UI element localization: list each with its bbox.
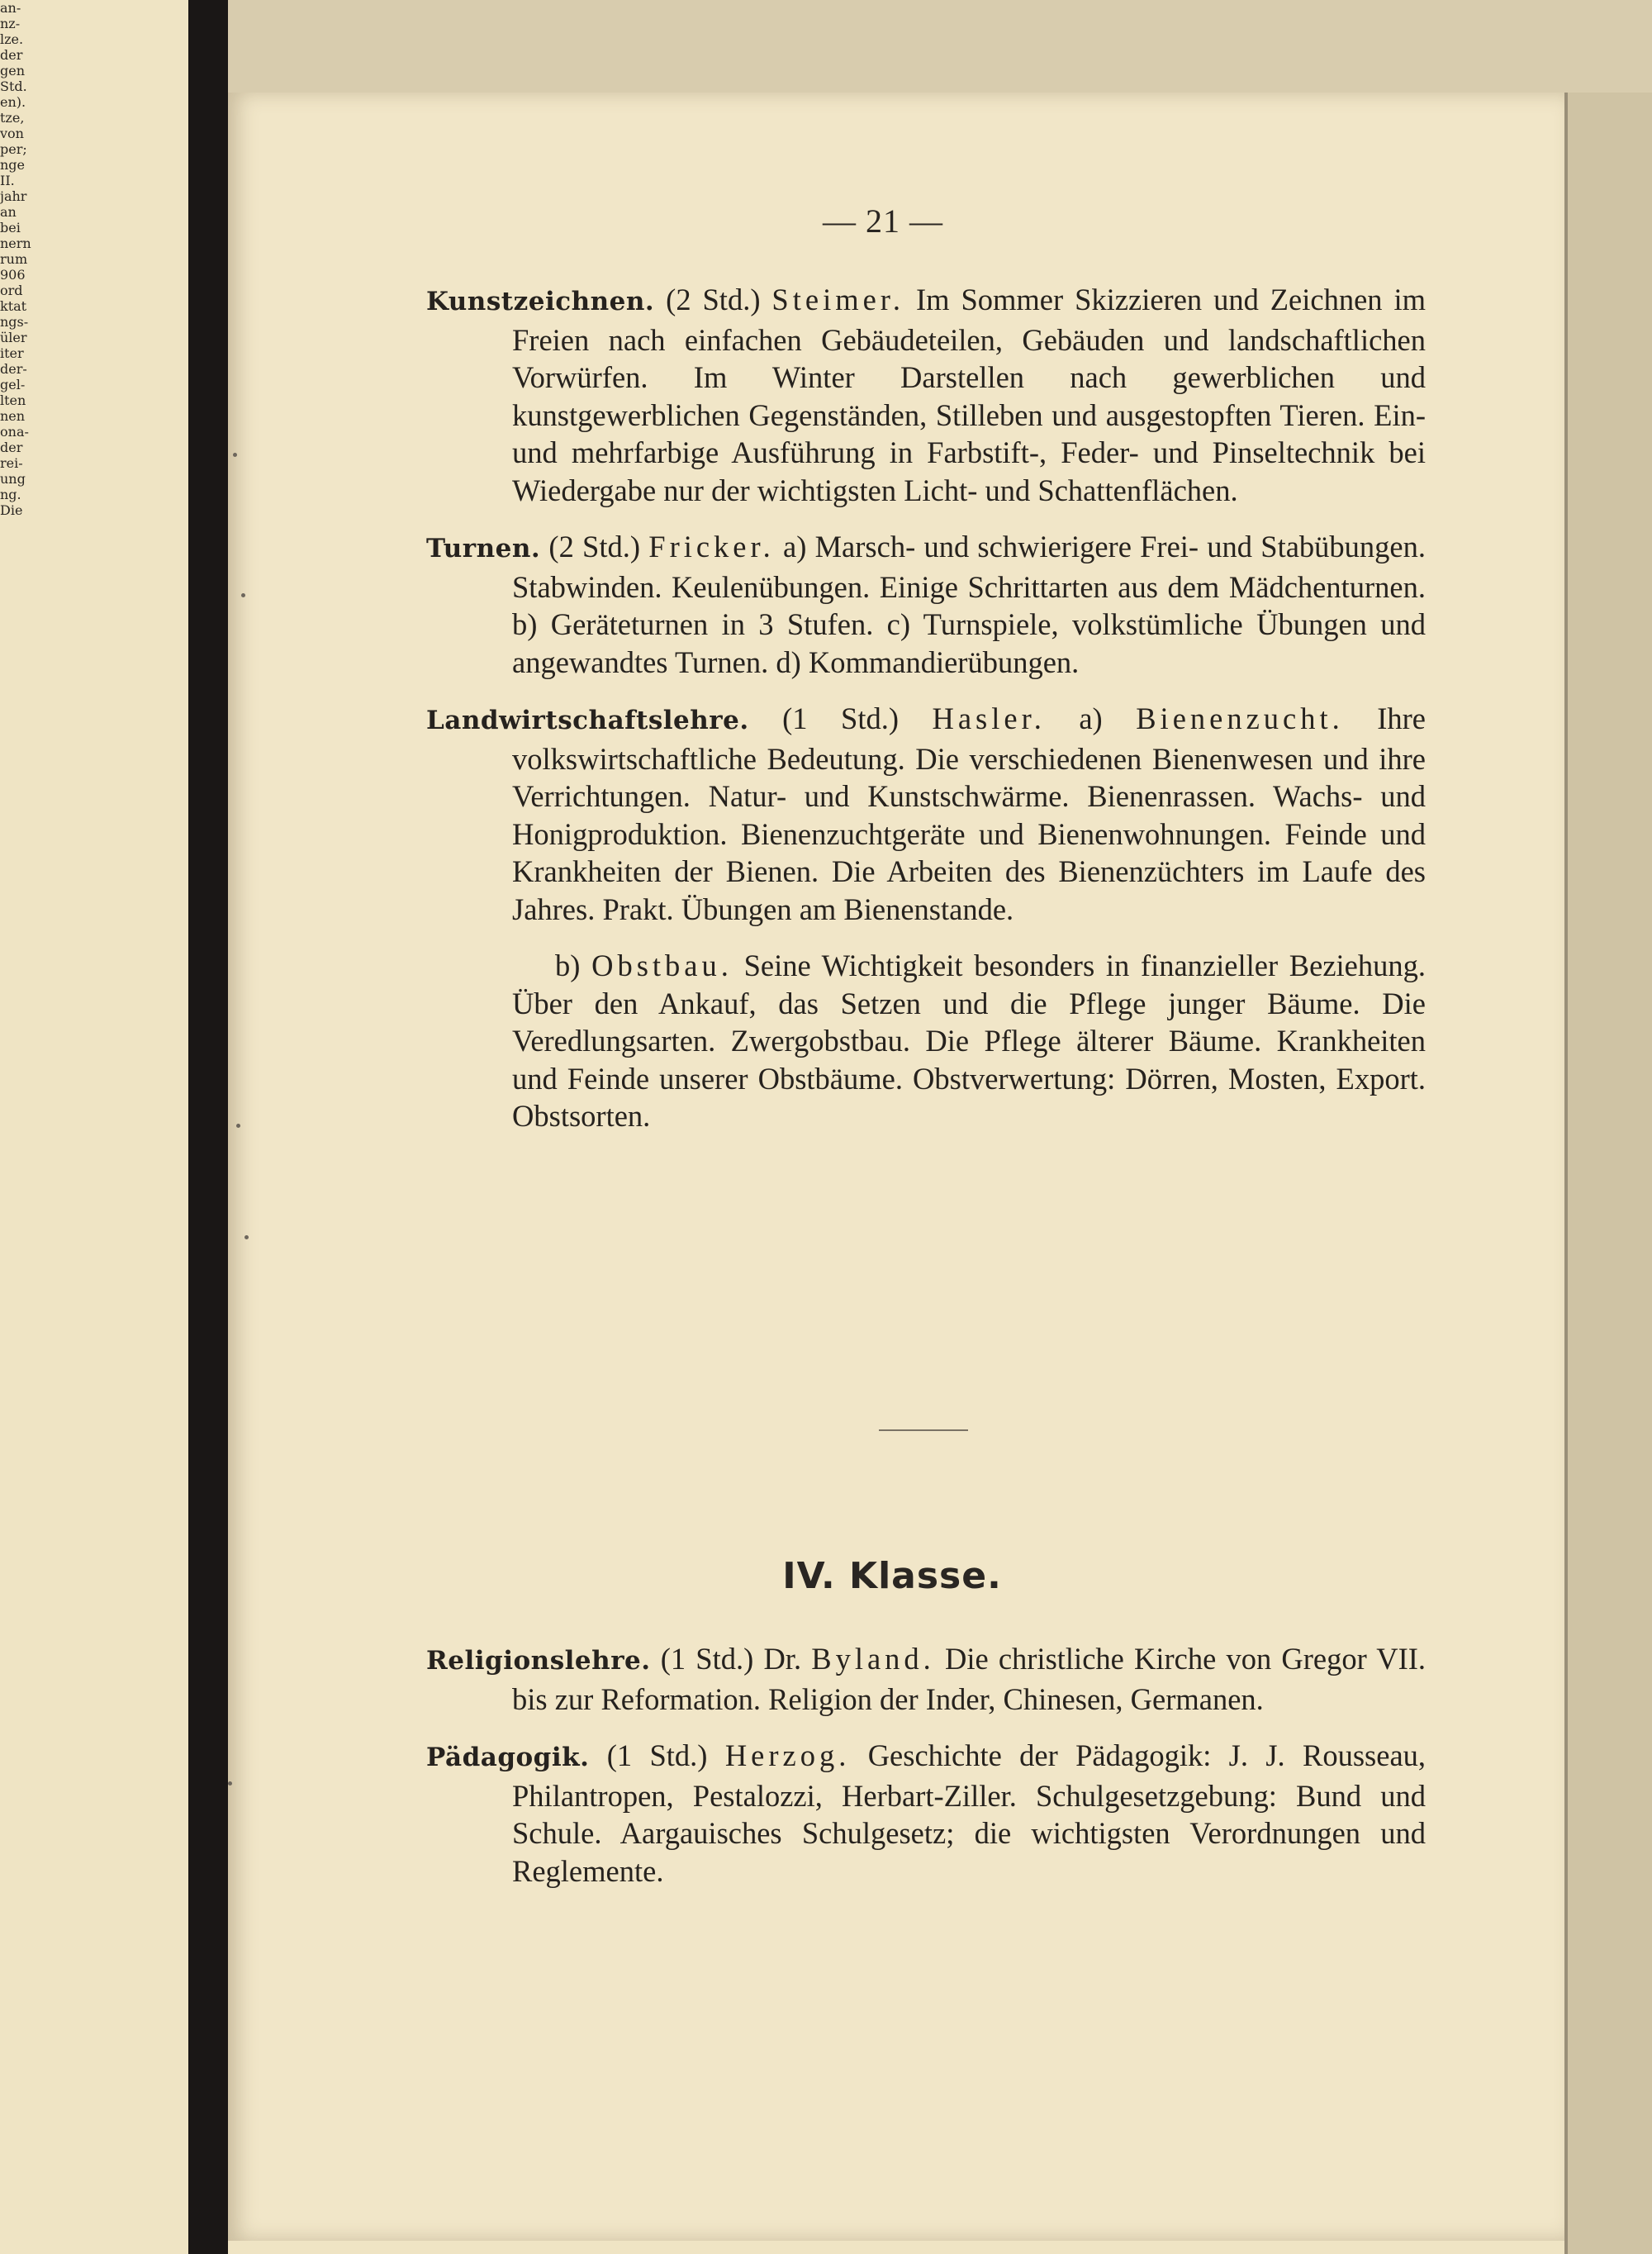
teacher-title: Dr.	[763, 1642, 802, 1676]
subject-heading: Landwirtschaftslehre.	[426, 706, 749, 735]
subject-text: Die christliche Kirche von Gregor VII. bis zur Reformation. Religion der Inder, Chinesen, Germanen.	[512, 1642, 1427, 1716]
page-top-margin	[228, 0, 1652, 93]
left-fragment: ng.	[0, 487, 21, 502]
subject-heading: Pädagogik.	[426, 1743, 590, 1772]
left-fragment: per;	[0, 141, 27, 157]
left-fragment: lze.	[0, 31, 24, 47]
left-fragment: tze,	[0, 110, 25, 126]
sub-label: b)	[555, 949, 581, 982]
paper-speck	[244, 1235, 249, 1239]
left-fragment: der	[0, 440, 23, 455]
hours: (1 Std.)	[782, 701, 900, 735]
subject-entry	[426, 1640, 1426, 1718]
left-fragment: rum	[0, 251, 28, 267]
subject-list	[426, 281, 1426, 1154]
left-fragment: üler	[0, 330, 27, 345]
subject-text: Ihre volkswirtschaftliche Bedeutung. Die verschiedenen Bienenwesen und ihre Verrichtungen. Natur- und Kunstschwärme. Bienenrassen. Wachs- und Honigproduktion. Bienenzuchtgeräte und Bienenwohnungen. Feinde und Krankheiten der Bienen. Die Arbeiten des Bienenzüchters im Laufe des Jahres. Prakt. Übungen am Bienenstande.	[512, 701, 1427, 926]
subject-text: Seine Wichtigkeit besonders in finanzieller Beziehung. Über den Ankauf, das Setzen und die Pflege junger Bäume. Die Veredlungsarten. Zwergobstbau. Die Pflege älterer Bäume. Krankheiten und Feinde unserer Obstbäume. Obstverwertung: Dörren, Mosten, Export. Obstsorten.	[512, 949, 1426, 1133]
left-fragment: bei	[0, 220, 21, 235]
left-fragment: an-	[0, 0, 21, 16]
class-heading: IV. Klasse.	[782, 1555, 1002, 1597]
left-fragment: ngs-	[0, 314, 29, 330]
hours: (1 Std.)	[606, 1738, 708, 1772]
left-fragment: nen	[0, 408, 26, 424]
left-fragment: nz-	[0, 16, 21, 31]
left-fragment: 906	[0, 267, 26, 283]
subject-heading: Kunstzeichnen.	[426, 287, 655, 316]
paper-speck	[241, 593, 245, 597]
hours: (2 Std.)	[548, 530, 641, 564]
subject-heading: Religionslehre.	[426, 1646, 651, 1676]
left-fragment: ona-	[0, 424, 29, 440]
subject-text: Geschichte der Pädagogik: J. J. Rousseau, Philantropen, Pestalozzi, Herbart-Ziller. Schulgesetzgebung: Bund und Schule. Aargauisches Schulgesetz; die wichtigsten Verordnungen und Reglemente.	[512, 1738, 1427, 1888]
left-fragment: iter	[0, 345, 24, 361]
left-fragment: Std.	[0, 78, 27, 94]
teacher-name: Steimer.	[771, 283, 905, 316]
teacher-name: Fricker.	[648, 530, 775, 564]
sub-topic-title: Bienenzucht.	[1136, 701, 1344, 735]
page-right-edge	[1564, 93, 1652, 2254]
left-fragment: gen	[0, 63, 26, 78]
section-divider	[879, 1429, 968, 1431]
left-fragment: nge	[0, 157, 26, 173]
left-fragment: der-	[0, 361, 27, 377]
previous-page-fragment	[0, 0, 188, 2254]
teacher-name: Hasler.	[932, 701, 1046, 735]
left-fragment: en).	[0, 94, 26, 110]
left-fragment: jahr	[0, 188, 27, 204]
left-fragment: Die	[0, 502, 23, 518]
left-fragment: ktat	[0, 298, 27, 314]
subject-text: Im Sommer Skizzieren und Zeichnen im Freien nach einfachen Gebäudeteilen, Gebäuden und landschaftlichen Vorwürfen. Im Winter Darstellen nach gewerblichen und kunstgewerblichen Gegenständen, Stilleben und ausgestopften Tieren. Ein- und mehrfarbige Ausführung in Farbstift-, Feder- und Pinseltechnik bei Wiedergabe nur der wichtigsten Licht- und Schattenflächen.	[512, 283, 1427, 507]
left-fragment: II.	[0, 173, 15, 188]
teacher-name: Byland.	[811, 1642, 935, 1676]
paper-speck	[233, 453, 237, 457]
paper-speck	[236, 1124, 240, 1128]
left-fragment: nern	[0, 235, 31, 251]
left-fragment: gel-	[0, 377, 26, 392]
hours: (1 Std.)	[660, 1642, 754, 1676]
left-fragment: rei-	[0, 455, 23, 471]
subject-list-class-iv	[426, 1640, 1426, 1909]
left-fragment: an	[0, 204, 17, 220]
subject-text: a) Marsch- und schwierigere Frei- und Stabübungen. Stabwinden. Keulenübungen. Einige Schrittarten aus dem Mädchenturnen. b) Geräteturnen in 3 Stufen. c) Turnspiele, volkstümliche Übungen und angewandtes Turnen. d) Kommandierübungen.	[512, 530, 1427, 679]
subject-entry	[426, 700, 1426, 1135]
left-fragment: ord	[0, 283, 23, 298]
left-fragment: ung	[0, 471, 26, 487]
subject-entry	[426, 528, 1426, 681]
subject-entry	[426, 1737, 1426, 1890]
left-fragment: von	[0, 126, 24, 141]
sub-topic-title: Obstbau.	[591, 949, 733, 982]
page-number: — 21 —	[823, 202, 943, 240]
paper-speck	[228, 1781, 232, 1786]
left-fragment: der	[0, 47, 23, 63]
teacher-name: Herzog.	[724, 1738, 851, 1772]
hours: (2 Std.)	[666, 283, 761, 316]
subject-heading: Turnen.	[426, 534, 541, 564]
sub-label: a)	[1079, 701, 1103, 735]
left-fragment: lten	[0, 392, 26, 408]
book-gutter	[188, 0, 228, 2254]
subject-entry	[426, 281, 1426, 509]
